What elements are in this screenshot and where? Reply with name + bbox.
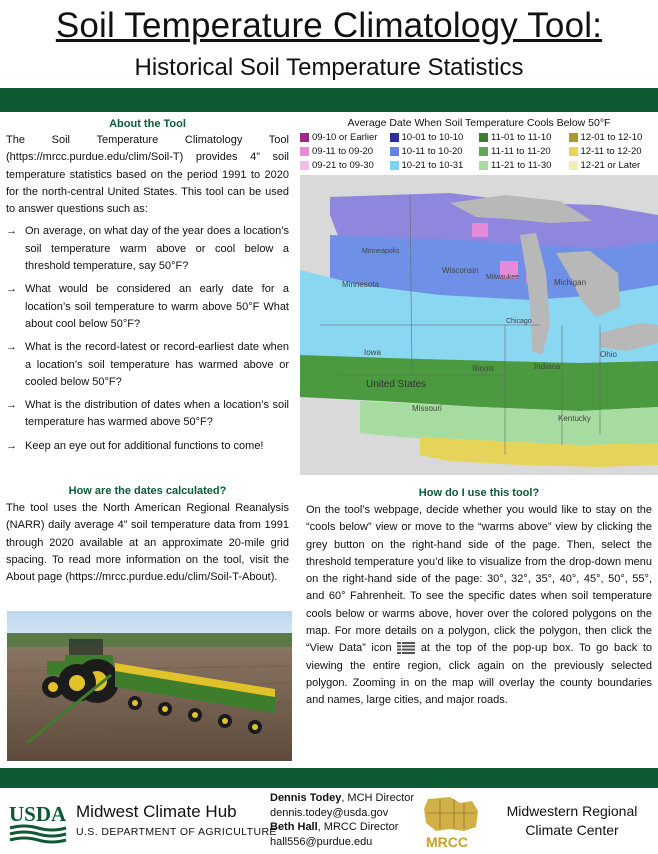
arrow-icon: → — [6, 397, 17, 414]
legend-swatch — [569, 147, 578, 156]
legend-swatch — [390, 147, 399, 156]
legend-swatch — [390, 133, 399, 142]
legend-item: 12-21 or Later — [569, 159, 658, 172]
mrcc-name: Midwestern Regional Climate Center — [492, 802, 652, 840]
map-label-kentucky: Kentucky — [558, 414, 591, 423]
question-item: → What would be considered an early date for a location’s soil temperature to warm above 50°F What about cool below 50°F? — [6, 281, 289, 333]
legend-swatch — [300, 147, 309, 156]
view-data-icon — [397, 642, 415, 654]
bottom-green-band — [0, 768, 658, 788]
question-item: → What is the distribution of dates when a location’s soil temperature has warmed above 50°F? — [6, 397, 289, 432]
legend-swatch — [479, 147, 488, 156]
legend-swatch — [300, 133, 309, 142]
map-label-minnesota: Minnesota — [342, 280, 379, 289]
top-green-band — [0, 88, 658, 112]
legend-item: 10-21 to 10-31 — [390, 159, 480, 172]
legend-item: 11-21 to 11-30 — [479, 159, 569, 172]
legend-item: 10-11 to 10-20 — [390, 145, 480, 158]
hub-department: U.S. DEPARTMENT OF AGRICULTURE — [76, 825, 277, 839]
map-label-indiana: Indiana — [534, 362, 561, 371]
legend-item: 10-01 to 10-10 — [390, 131, 480, 144]
map-label-missouri: Missouri — [412, 404, 442, 413]
usda-logo — [8, 800, 68, 851]
page-subtitle: Historical Soil Temperature Statistics — [0, 54, 658, 82]
map-label-michigan: Michigan — [554, 278, 586, 287]
question-item: → Keep an eye out for additional functions to come! — [6, 438, 289, 455]
calc-heading: How are the dates calculated? — [6, 483, 289, 499]
arrow-icon: → — [6, 339, 17, 356]
arrow-icon: → — [6, 223, 17, 240]
legend-item: 12-11 to 12-20 — [569, 145, 658, 158]
legend-swatch — [479, 161, 488, 170]
question-item: → On average, on what day of the year does a location’s soil temperature warm above or cool below a threshold temperature, say 50°F? — [6, 223, 289, 275]
legend-swatch — [479, 133, 488, 142]
arrow-icon: → — [6, 281, 17, 298]
legend-item: 12-01 to 12-10 — [569, 131, 658, 144]
map-label-iowa: Iowa — [364, 348, 381, 357]
contact-email[interactable]: hall556@purdue.edu — [270, 835, 414, 850]
legend-item: 09-11 to 09-20 — [300, 145, 390, 158]
question-item: → What is the record-latest or record-earliest date when a location’s soil temperature has warmed above or cooled below 50°F? — [6, 339, 289, 391]
arrow-icon: → — [6, 438, 17, 455]
tractor-photo — [7, 611, 292, 761]
hub-name: Midwest Climate Hub — [76, 802, 237, 822]
soil-temperature-map[interactable] — [300, 175, 658, 475]
svg-text:MRCC: MRCC — [426, 834, 468, 849]
legend-item: 09-21 to 09-30 — [300, 159, 390, 172]
legend-swatch — [390, 161, 399, 170]
map-label-chicago: Chicago — [506, 318, 532, 325]
question-list — [6, 223, 289, 455]
contact-email[interactable]: dennis.todey@usda.gov — [270, 806, 414, 821]
svg-text:USDA: USDA — [9, 802, 67, 826]
calc-text: The tool uses the North American Regional Reanalysis (NARR) daily average 4” soil temperature data from 1991 through 2020 available at an approximate 20-mile grid spacing. To read more information on the tool, visit the About page (https://mrcc.purdue.edu/clim/Soil-T-About). — [6, 500, 289, 586]
map-label-united-states: United States — [366, 379, 426, 390]
map-label-wisconsin: Wisconsin — [442, 266, 478, 275]
legend-swatch — [569, 161, 578, 170]
contacts: Dennis Todey, MCH Director dennis.todey@usda.gov Beth Hall, MRCC Director hall556@purdue.edu — [270, 791, 414, 849]
use-heading: How do I use this tool? — [300, 485, 658, 501]
map-label-milwaukee: Milwaukee — [486, 274, 519, 281]
map-title: Average Date When Soil Temperature Cools Below 50°F — [300, 116, 658, 130]
legend-item: 11-11 to 11-20 — [479, 145, 569, 158]
legend-swatch — [569, 133, 578, 142]
legend-item: 11-01 to 11-10 — [479, 131, 569, 144]
map-label-illinois: Illinois — [472, 364, 494, 373]
contact-name: Beth Hall — [270, 821, 318, 833]
mrcc-logo — [420, 795, 484, 854]
use-text: On the tool’s webpage, decide whether you would like to stay on the “cools below” view or move to the “warms above” view by clicking the grey button on the right-hand side of the page. Then, select the threshold temperature you’d like to visualize from the drop-down menu on the right-hand side of the page: 30°, 32°, 35°, 40°, 45°, 50°, 55°, and 60° Fahrenheit. To see the specific dates when soil temperature cools below or warms above, hover over the colored polygons on the map. For more details on a polygon, click the polygon, then click the “View Data” icon at the top of the pop-up box. To go back to viewing the entire region, click again on the previously selected polygon. Zooming in on the map will overlay the county boundaries and names, large cities, and major roads. — [306, 502, 652, 710]
legend-item: 09-10 or Earlier — [300, 131, 390, 144]
legend-swatch — [300, 161, 309, 170]
map-legend — [300, 131, 658, 172]
map-label-ohio: Ohio — [600, 350, 617, 359]
about-section — [6, 116, 289, 461]
map-label-minneapolis: Minneapolis — [362, 248, 400, 255]
about-intro: The Soil Temperature Climatology Tool (https://mrcc.purdue.edu/clim/Soil-T) provides 4” soil temperature statistics based on the period 1991 to 2020 for the north-central United States. This tool can be used to answer questions such as: — [6, 132, 289, 218]
page-title: Soil Temperature Climatology Tool: — [0, 4, 658, 48]
contact-name: Dennis Todey — [270, 792, 341, 804]
about-heading: About the Tool — [6, 116, 289, 132]
